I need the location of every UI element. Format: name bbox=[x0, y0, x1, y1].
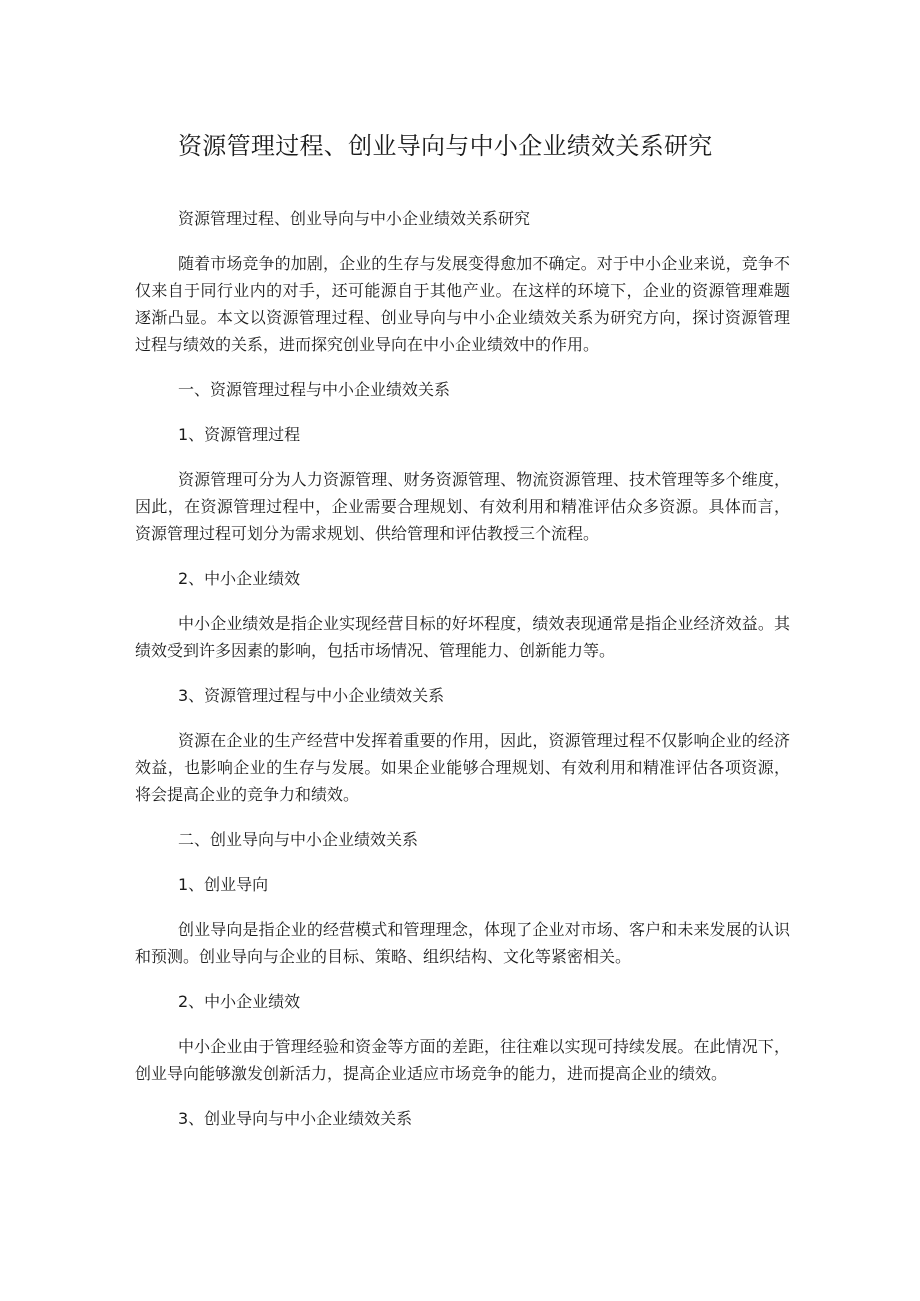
section-1-sub-2-paragraph: 中小企业绩效是指企业实现经营目标的好坏程度，绩效表现通常是指企业经济效益。其绩效受到许多因素的影响，包括市场情况、管理能力、创新能力等。 bbox=[135, 614, 790, 660]
section-1-heading: 一、资源管理过程与中小企业绩效关系 bbox=[178, 380, 451, 399]
section-1-sub-2-heading: 2、中小企业绩效 bbox=[178, 569, 301, 588]
section-2-sub-2-paragraph: 中小企业由于管理经验和资金等方面的差距，往往难以实现可持续发展。在此情况下，创业导向能够激发创新活力，提高企业适应市场竞争的能力，进而提高企业的绩效。 bbox=[135, 1037, 790, 1083]
section-2-sub-1-heading: 1、创业导向 bbox=[178, 875, 269, 894]
section-1-sub-1-paragraph: 资源管理可分为人力资源管理、财务资源管理、物流资源管理、技术管理等多个维度，因此，在资源管理过程中，企业需要合理规划、有效利用和精准评估众多资源。具体而言，资源管理过程可划分为需求规划、供给管理和评估教授三个流程。 bbox=[135, 470, 790, 543]
document-subtitle: 资源管理过程、创业导向与中小企业绩效关系研究 bbox=[178, 209, 531, 228]
section-1-sub-3-heading: 3、资源管理过程与中小企业绩效关系 bbox=[178, 686, 445, 705]
document-title: 资源管理过程、创业导向与中小企业绩效关系研究 bbox=[178, 132, 713, 160]
section-2-sub-2-heading: 2、中小企业绩效 bbox=[178, 992, 301, 1011]
section-2-sub-1-paragraph: 创业导向是指企业的经营模式和管理理念，体现了企业对市场、客户和未来发展的认识和预测。创业导向与企业的目标、策略、组织结构、文化等紧密相关。 bbox=[135, 920, 790, 966]
section-2-heading: 二、创业导向与中小企业绩效关系 bbox=[178, 830, 419, 849]
section-1-sub-1-heading: 1、资源管理过程 bbox=[178, 425, 301, 444]
section-2-sub-3-heading: 3、创业导向与中小企业绩效关系 bbox=[178, 1109, 413, 1128]
section-1-sub-3-paragraph: 资源在企业的生产经营中发挥着重要的作用，因此，资源管理过程不仅影响企业的经济效益，也影响企业的生存与发展。如果企业能够合理规划、有效利用和精准评估各项资源，将会提高企业的竞争力和绩效。 bbox=[135, 731, 790, 804]
intro-paragraph: 随着市场竞争的加剧，企业的生存与发展变得愈加不确定。对于中小企业来说，竞争不仅来自于同行业内的对手，还可能源自于其他产业。在这样的环境下，企业的资源管理难题逐渐凸显。本文以资源管理过程、创业导向与中小企业绩效关系为研究方向，探讨资源管理过程与绩效的关系，进而探究创业导向在中小企业绩效中的作用。 bbox=[135, 254, 790, 354]
document-body bbox=[135, 205, 790, 1132]
